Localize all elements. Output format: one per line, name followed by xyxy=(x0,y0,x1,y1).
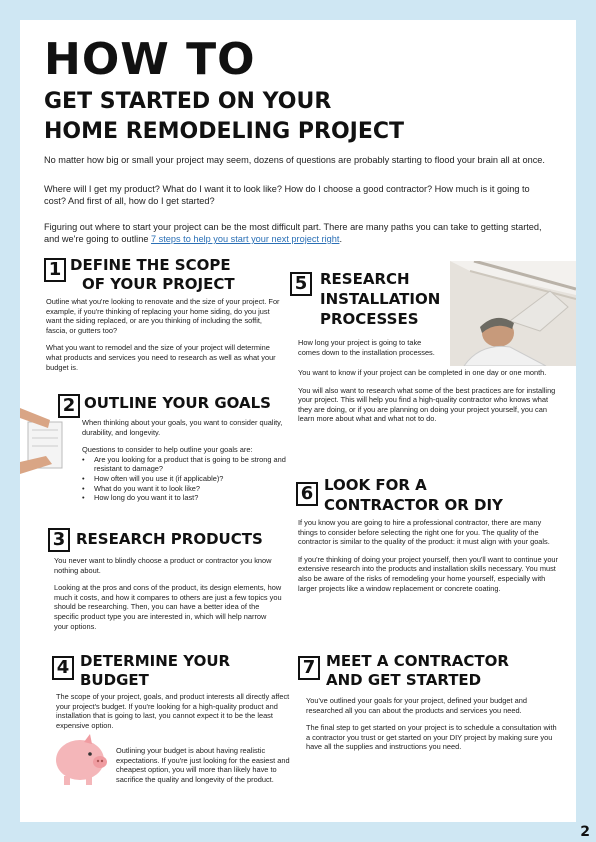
intro-paragraph-3 xyxy=(44,221,554,245)
list-item: • Are you looking for a product that is going to be strong and resistant to damage? xyxy=(82,455,286,474)
document-page xyxy=(20,20,576,822)
intro-paragraph-2: Where will I get my product? What do I want it to look like? How do I choose a good contractor? How much is it going to cost? And first of all, how do I get started? xyxy=(44,184,530,206)
step-5-number: 5 xyxy=(290,272,312,296)
intro-text: Figuring out where to start your project can be the most difficult part. There are many paths you can take to getting started, and we're going to outline xyxy=(44,222,542,244)
page-subtitle-line1: GET STARTED ON YOUR xyxy=(44,89,332,114)
step-7-number: 7 xyxy=(298,656,320,680)
step-2-paragraph-1: When thinking about your goals, you want to consider quality, durability, and longevity. xyxy=(82,418,283,437)
step-5-paragraph-1: How long your project is going to take comes down to the installation processes. xyxy=(298,338,435,357)
list-item: • How long do you want it to last? xyxy=(82,493,286,503)
step-1-title-line1: DEFINE THE SCOPE xyxy=(70,256,231,274)
step-6-title-line1: LOOK FOR A xyxy=(324,476,427,494)
step-5-title-line1: RESEARCH xyxy=(320,270,410,288)
page-title: HOW TO xyxy=(44,34,256,85)
step-4-title-line2: BUDGET xyxy=(80,671,149,689)
step-5-title-line3: PROCESSES xyxy=(320,310,419,328)
step-2-number: 2 xyxy=(58,394,80,418)
step-1-body xyxy=(46,297,282,380)
step-5-paragraph-1b: You want to know if your project can be completed in one day or one month. xyxy=(298,368,547,377)
step-1-paragraph-2: What you want to remodel and the size of your project will determine what products and services you need to research as well as what your budget is. xyxy=(46,343,276,372)
step-3-paragraph-2: Looking at the pros and cons of the product, its design elements, how much it costs, and how it compares to others are just a few topics you should be researching. Then, you can have a better idea of the specific product type you are interested in, which will help narrow your options. xyxy=(54,583,282,631)
step-7-paragraph-1: You've outlined your goals for your project, defined your budget and researched all you can about the products and services you need. xyxy=(306,696,527,715)
step-2-bullet-list xyxy=(82,455,286,503)
list-item: • What do you want it to look like? xyxy=(82,484,286,494)
step-1-paragraph-1: Outline what you're looking to renovate and the size of your project. For example, if you're thinking of replacing your home siding, do you just want the siding replaced, or are you thinking of including the soffit, fascia, or gutters too? xyxy=(46,297,280,335)
step-6-title-line2: CONTRACTOR OR DIY xyxy=(324,496,503,514)
step-4-paragraph-1: The scope of your project, goals, and product interests all directly affect your project's budget. If you're looking for a high-quality product and installation that is going to last, you cannot expect it to be the least expensive option. xyxy=(56,692,290,730)
step-5-body xyxy=(298,368,560,432)
piggy-bank-image xyxy=(50,732,108,788)
installer-photo xyxy=(450,261,576,366)
step-6-body xyxy=(298,518,560,601)
page-subtitle-line2: HOME REMODELING PROJECT xyxy=(44,119,405,144)
step-6-paragraph-2: If you're thinking of doing your project yourself, then you'll want to continue your extensive research into the products and installation skills necessary. You must also be aware of the risks of remodeling your home yourself, especially with larger projects like a window replacement or concrete coating. xyxy=(298,554,559,593)
step-3-number: 3 xyxy=(48,528,70,552)
step-1-title-line2: OF YOUR PROJECT xyxy=(82,275,235,293)
step-2-body xyxy=(82,418,286,503)
page-number: 2 xyxy=(580,824,590,840)
steps-link[interactable]: 7 steps to help you start your next project right xyxy=(150,234,340,244)
step-2-paragraph-2: Questions to consider to help outline your goals are: xyxy=(82,445,253,455)
step-5-paragraph-2: You will also want to research what some of the best practices are for installing your project. This will help you find a high-quality contractor who knows what they are doing, or if you are planning on doing your project yourself, you can learn more about what and what not to do. xyxy=(298,385,556,424)
step-7-body xyxy=(306,696,562,760)
step-4-number: 4 xyxy=(52,656,74,680)
step-3-title: RESEARCH PRODUCTS xyxy=(76,530,263,548)
step-4-title-line1: DETERMINE YOUR xyxy=(80,652,231,670)
step-2-title: OUTLINE YOUR GOALS xyxy=(84,394,271,412)
intro-paragraph-1: No matter how big or small your project may seem, dozens of questions are probably starting to flood your brain all at once. xyxy=(44,155,545,165)
step-6-number: 6 xyxy=(296,482,318,506)
step-6-paragraph-1: If you know you are going to hire a professional contractor, there are many things to consider before selecting the right one for you. The quality of the contractor is similar to the quality of the product: it must align with your goals. xyxy=(298,518,550,547)
intro-text-end: . xyxy=(339,234,342,244)
step-4-paragraph-2: Outlining your budget is about having realistic expectations. If you're just looking for the easiest and cheapest option, you will more than likely have to sacrifice the quality and longevity of the product. xyxy=(116,746,290,784)
step-7-title-line1: MEET A CONTRACTOR xyxy=(326,652,509,670)
step-1-number: 1 xyxy=(44,258,66,282)
step-3-body xyxy=(54,556,282,639)
list-item: • How often will you use it (if applicable)? xyxy=(82,474,286,484)
step-7-paragraph-2: The final step to get started on your project is to schedule a consultation with a contractor you trust or get started on your DIY project by making sure you have all the supplies and instructions you need. xyxy=(306,723,557,752)
step-5-title-line2: INSTALLATION xyxy=(320,290,441,308)
step-3-paragraph-1: You never want to blindly choose a product or contractor you know nothing about. xyxy=(54,556,272,575)
step-7-title-line2: AND GET STARTED xyxy=(326,671,482,689)
